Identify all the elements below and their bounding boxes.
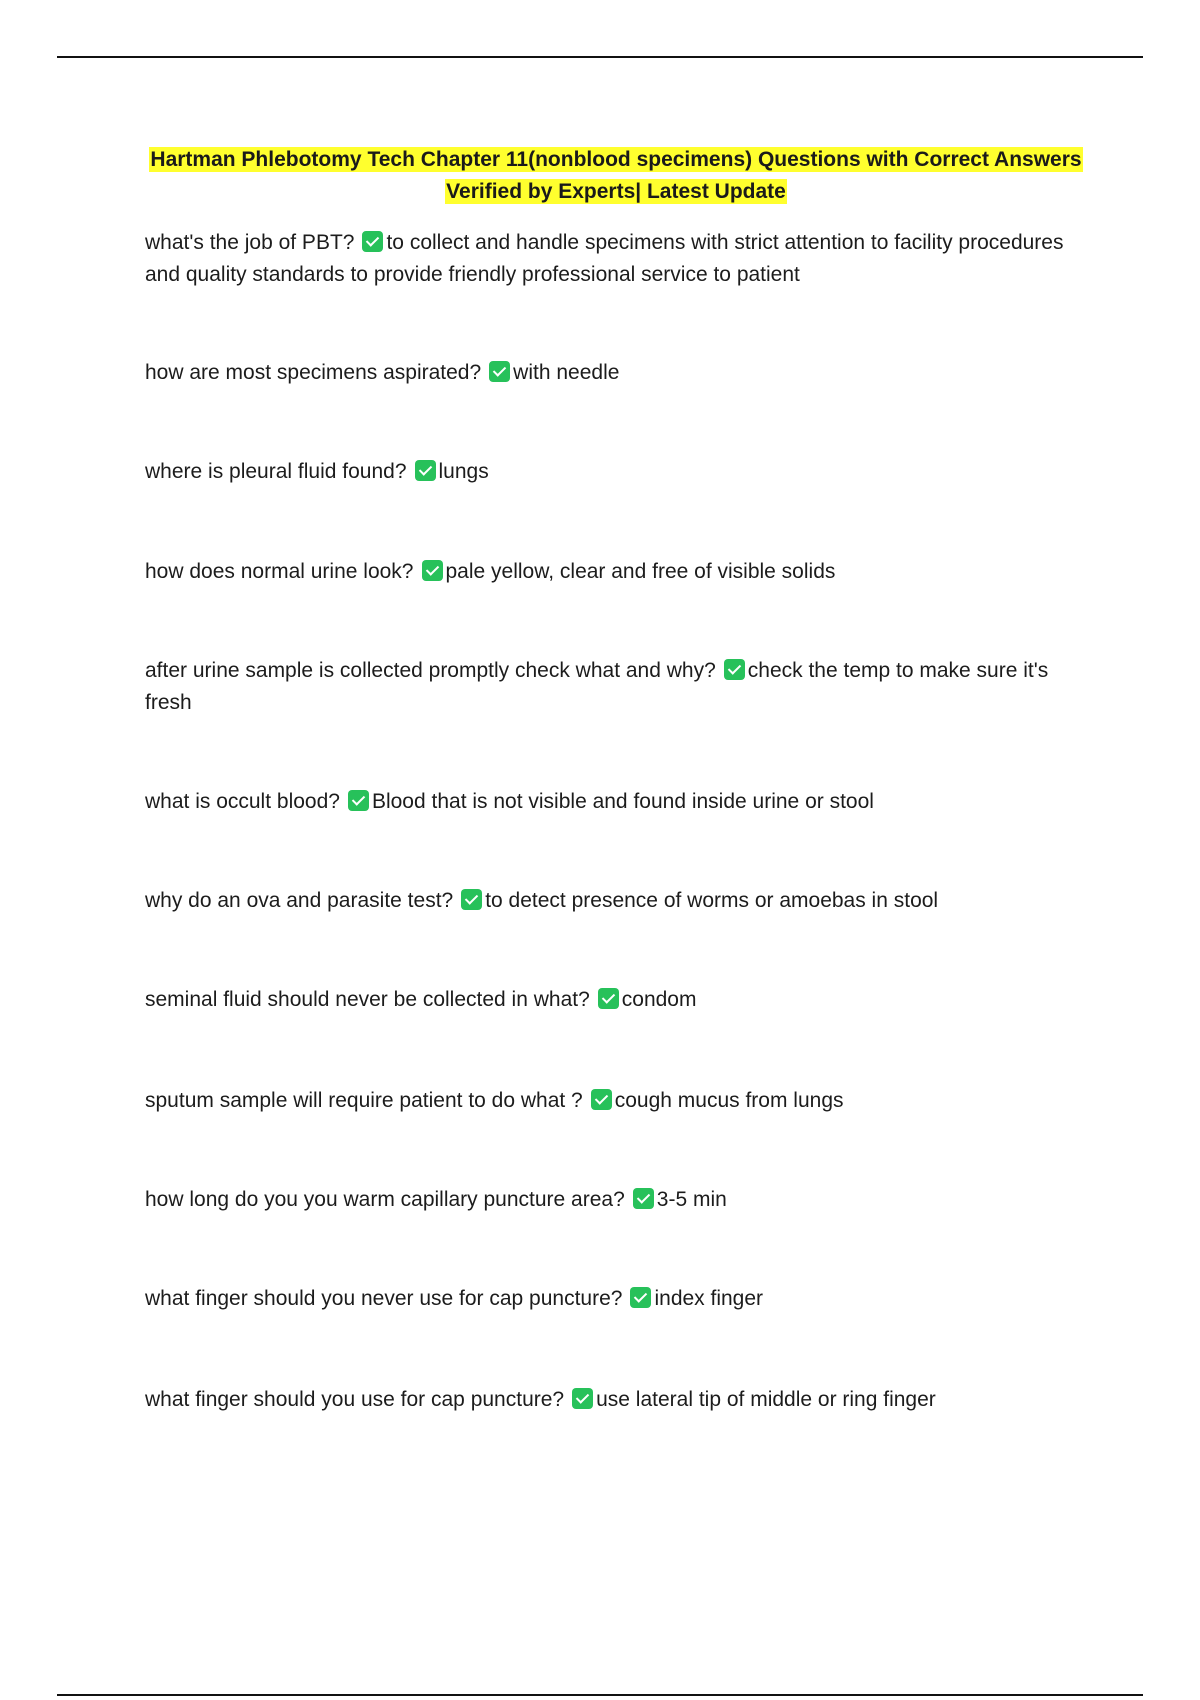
question-text: why do an ova and parasite test?	[145, 889, 454, 912]
check-icon	[461, 889, 482, 910]
qa-item	[145, 556, 1090, 588]
answer-text: to collect and handle specimens with strict attention to facility procedures and quality standards to provide friendly professional service to patient	[145, 231, 1064, 286]
qa-item	[145, 1384, 1090, 1416]
check-icon	[489, 361, 510, 382]
qa-item	[145, 357, 1090, 389]
answer-text: with needle	[513, 361, 620, 384]
question-text: what's the job of PBT?	[145, 231, 355, 254]
question-text: where is pleural fluid found?	[145, 460, 407, 483]
answer-text: use lateral tip of middle or ring finger	[596, 1388, 936, 1411]
question-text: what is occult blood?	[145, 790, 340, 813]
check-icon	[422, 560, 443, 581]
check-icon	[572, 1388, 593, 1409]
title-line-2: Verified by Experts| Latest Update	[446, 180, 786, 203]
question-text: how long do you you warm capillary puncture area?	[145, 1188, 625, 1211]
question-text: seminal fluid should never be collected in what?	[145, 988, 590, 1011]
title-line-1: Hartman Phlebotomy Tech Chapter 11(nonblood specimens) Questions with Correct Answers	[150, 148, 1082, 171]
question-text: how are most specimens aspirated?	[145, 361, 482, 384]
answer-text: check the temp to make sure it's fresh	[145, 659, 1049, 714]
qa-item	[145, 984, 1090, 1016]
question-text: how does normal urine look?	[145, 560, 414, 583]
answer-text: pale yellow, clear and free of visible solids	[445, 560, 836, 583]
answer-text: cough mucus from lungs	[614, 1089, 844, 1112]
check-icon	[724, 659, 745, 680]
top-rule	[57, 56, 1143, 58]
check-icon	[598, 988, 619, 1009]
answer-text: lungs	[438, 460, 489, 483]
answer-text: Blood that is not visible and found inside urine or stool	[371, 790, 874, 813]
answer-text: to detect presence of worms or amoebas in stool	[485, 889, 939, 912]
question-text: what finger should you never use for cap puncture?	[145, 1287, 623, 1310]
qa-item	[145, 456, 1090, 488]
question-text: sputum sample will require patient to do what ?	[145, 1089, 583, 1112]
answer-text: 3-5 min	[656, 1188, 727, 1211]
document-title	[146, 144, 1086, 208]
qa-item	[145, 1085, 1090, 1117]
check-icon	[591, 1089, 612, 1110]
check-icon	[630, 1287, 651, 1308]
answer-text: condom	[621, 988, 697, 1011]
qa-item	[145, 885, 1090, 917]
qa-item	[145, 227, 1090, 291]
qa-item	[145, 786, 1090, 818]
check-icon	[415, 460, 436, 481]
bottom-rule	[57, 1694, 1143, 1696]
check-icon	[362, 231, 383, 252]
qa-item	[145, 1184, 1090, 1216]
check-icon	[348, 790, 369, 811]
answer-text: index finger	[654, 1287, 764, 1310]
qa-item	[145, 655, 1090, 719]
check-icon	[633, 1188, 654, 1209]
question-text: after urine sample is collected promptly check what and why?	[145, 659, 716, 682]
qa-item	[145, 1283, 1090, 1315]
question-text: what finger should you use for cap puncture?	[145, 1388, 565, 1411]
